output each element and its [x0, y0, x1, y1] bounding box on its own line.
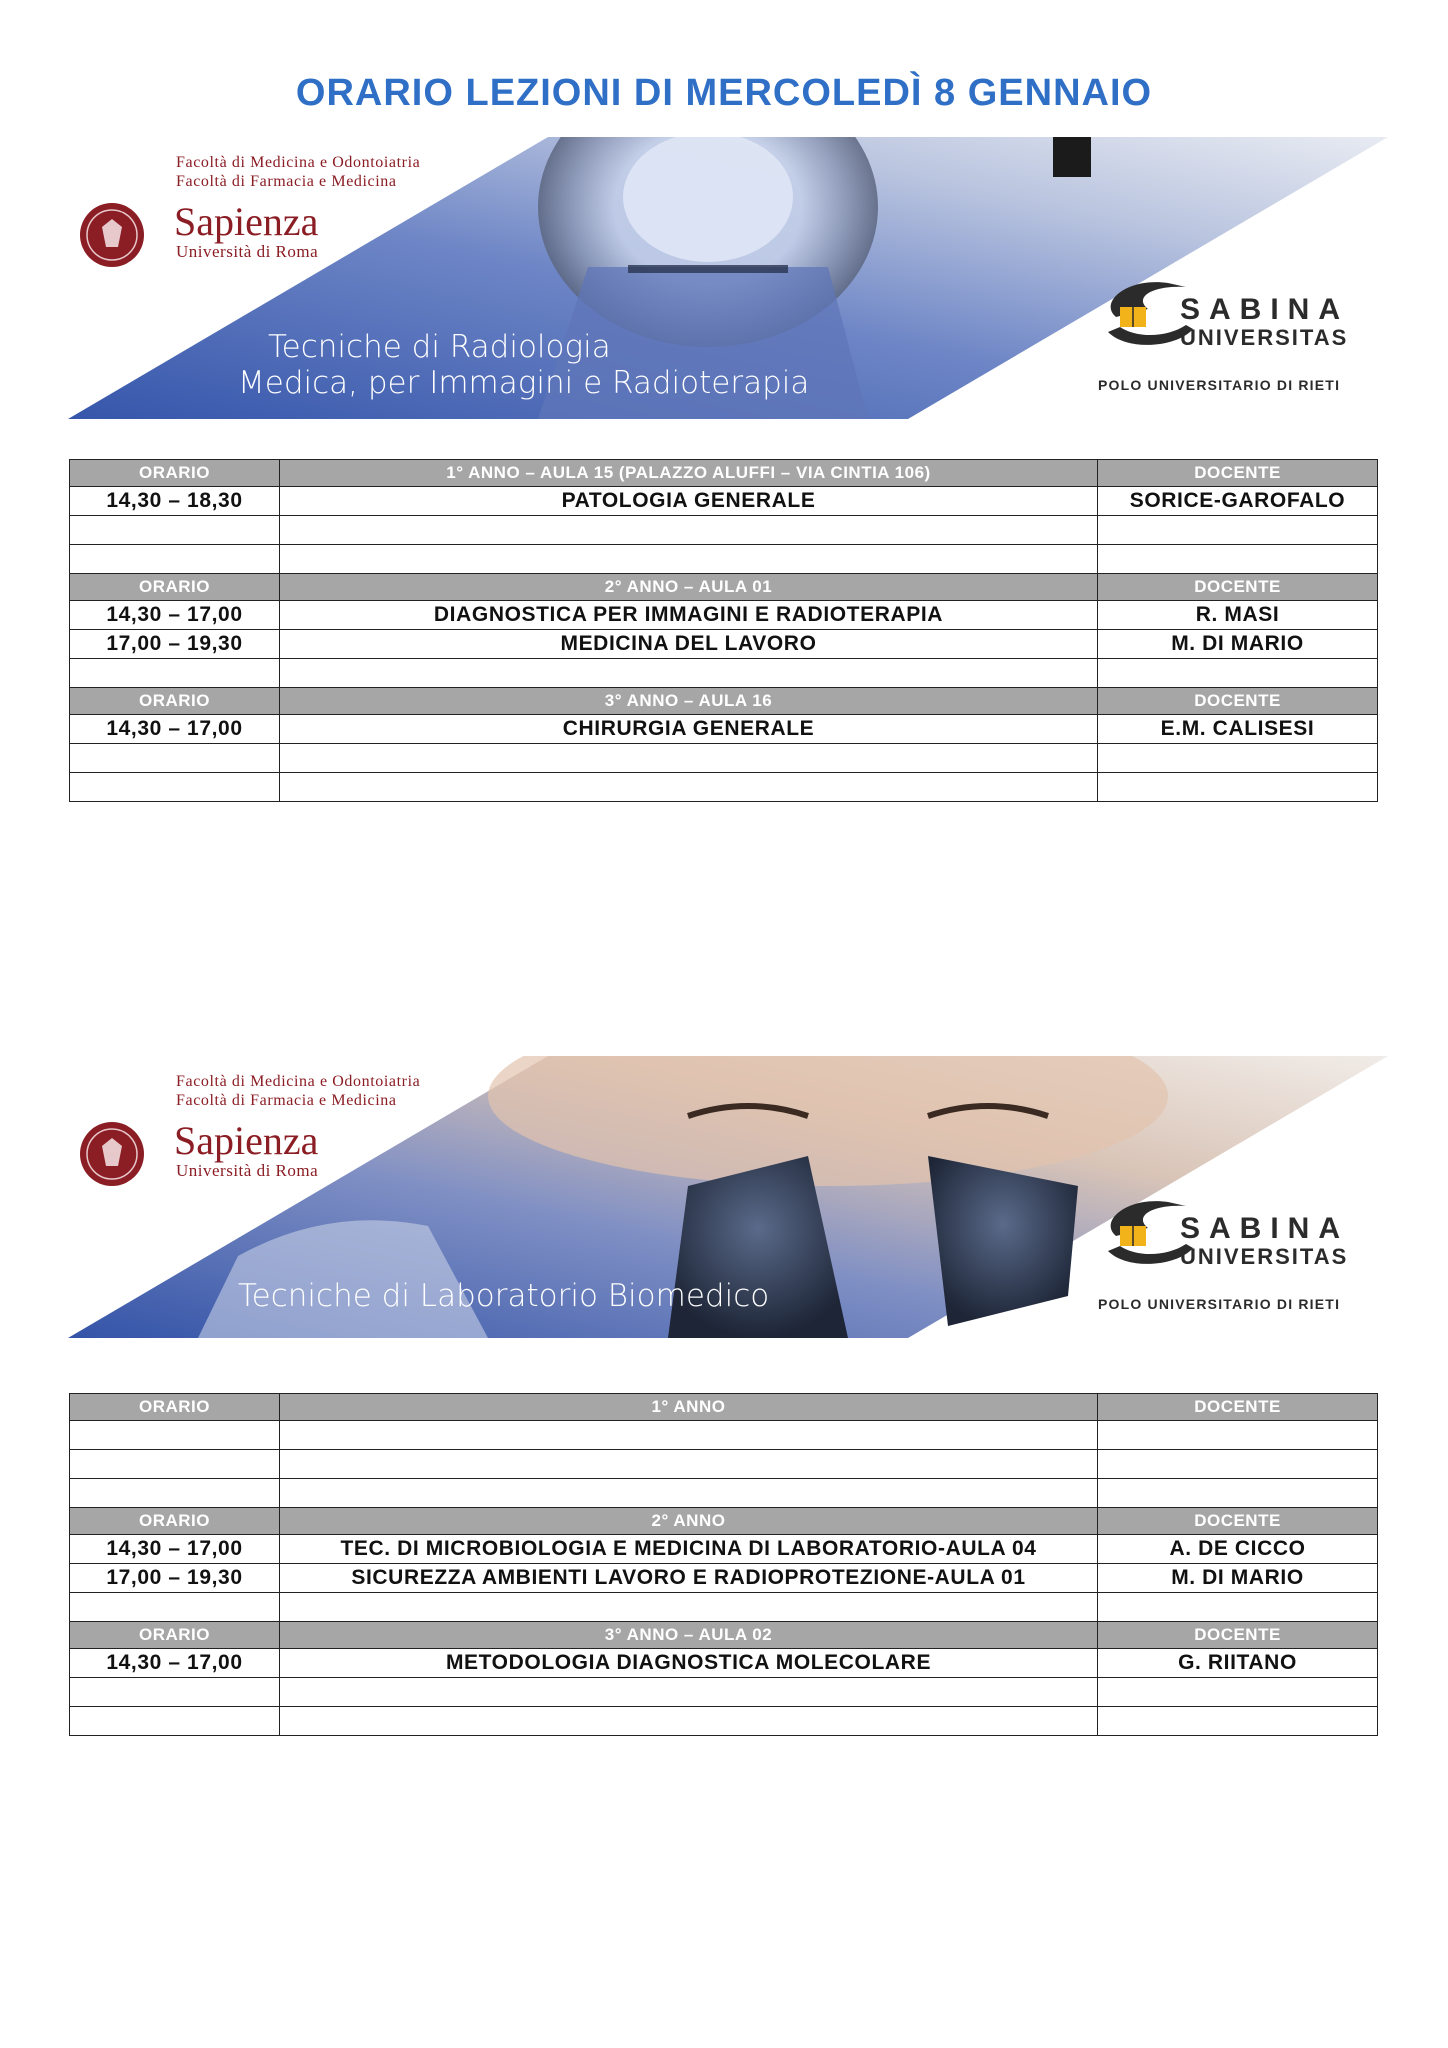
table-header-row [70, 460, 1378, 487]
table-header-row [70, 574, 1378, 601]
header-time: ORARIO [70, 460, 280, 487]
course-title-line-1: Tecniche di Radiologia [268, 329, 611, 365]
cell-teacher [1098, 516, 1378, 545]
cell-teacher [1098, 1678, 1378, 1707]
cell-teacher [1098, 744, 1378, 773]
table-row [70, 773, 1378, 802]
cell-teacher [1098, 1707, 1378, 1736]
partner-sub: UNIVERSITAS [1180, 325, 1349, 350]
table-row [70, 659, 1378, 688]
cell-subject [280, 773, 1098, 802]
cell-time: 17,00 – 19,30 [70, 630, 280, 659]
banner-laboratorio [68, 1056, 1388, 1338]
cell-teacher: G. RIITANO [1098, 1649, 1378, 1678]
cell-subject [280, 545, 1098, 574]
cell-time [70, 1421, 280, 1450]
table-row [70, 1593, 1378, 1622]
cell-subject: CHIRURGIA GENERALE [280, 715, 1098, 744]
cell-subject: DIAGNOSTICA PER IMMAGINI E RADIOTERAPIA [280, 601, 1098, 630]
cell-time [70, 1450, 280, 1479]
cell-teacher: R. MASI [1098, 601, 1378, 630]
faculty-line-2: Facoltà di Farmacia e Medicina [176, 1092, 397, 1109]
cell-subject: MEDICINA DEL LAVORO [280, 630, 1098, 659]
cell-time [70, 1593, 280, 1622]
header-time: ORARIO [70, 1622, 280, 1649]
cell-time [70, 545, 280, 574]
sabina-logo [1098, 282, 1349, 393]
university-name: Sapienza [174, 1118, 319, 1163]
cell-teacher [1098, 1479, 1378, 1508]
partner-name: SABINA [1180, 293, 1350, 326]
table-header-row [70, 1394, 1378, 1421]
banner-radiologia [68, 137, 1388, 419]
partner-sub: UNIVERSITAS [1180, 1244, 1349, 1269]
header-teacher: DOCENTE [1098, 460, 1378, 487]
header-subject: 3° ANNO – AULA 16 [280, 688, 1098, 715]
university-sub: Università di Roma [176, 242, 319, 261]
cell-subject [280, 516, 1098, 545]
table-row [70, 1535, 1378, 1564]
cell-subject [280, 1593, 1098, 1622]
cell-time [70, 1479, 280, 1508]
cell-teacher: A. DE CICCO [1098, 1535, 1378, 1564]
header-time: ORARIO [70, 688, 280, 715]
cell-time [70, 773, 280, 802]
cell-subject [280, 1707, 1098, 1736]
cell-subject [280, 659, 1098, 688]
cell-subject: TEC. DI MICROBIOLOGIA E MEDICINA DI LABORATORIO-AULA 04 [280, 1535, 1098, 1564]
page-title: ORARIO LEZIONI DI MERCOLEDÌ 8 GENNAIO [295, 72, 1153, 114]
university-sub: Università di Roma [176, 1161, 319, 1180]
table-row [70, 630, 1378, 659]
faculty-line-1: Facoltà di Medicina e Odontoiatria [176, 154, 421, 171]
partner-tagline: POLO UNIVERSITARIO DI RIETI [1098, 1296, 1341, 1312]
course-title-line-1: Tecniche di Laboratorio Biomedico [238, 1278, 770, 1314]
header-teacher: DOCENTE [1098, 1508, 1378, 1535]
cell-teacher: M. DI MARIO [1098, 1564, 1378, 1593]
table-row [70, 1479, 1378, 1508]
table-row [70, 715, 1378, 744]
cell-teacher [1098, 1593, 1378, 1622]
header-teacher: DOCENTE [1098, 688, 1378, 715]
cell-subject [280, 1479, 1098, 1508]
cell-teacher [1098, 1421, 1378, 1450]
cell-time [70, 516, 280, 545]
banner-graphic [68, 1056, 1388, 1338]
header-subject: 1° ANNO – AULA 15 (PALAZZO ALUFFI – VIA CINTIA 106) [280, 460, 1098, 487]
table-row [70, 487, 1378, 516]
header-time: ORARIO [70, 574, 280, 601]
header-teacher: DOCENTE [1098, 1622, 1378, 1649]
header-teacher: DOCENTE [1098, 1394, 1378, 1421]
table-row [70, 744, 1378, 773]
cell-subject: METODOLOGIA DIAGNOSTICA MOLECOLARE [280, 1649, 1098, 1678]
sabina-logo [1098, 1201, 1349, 1312]
header-subject: 2° ANNO – AULA 01 [280, 574, 1098, 601]
cell-time: 14,30 – 17,00 [70, 1535, 280, 1564]
cell-teacher: M. DI MARIO [1098, 630, 1378, 659]
table-row [70, 1707, 1378, 1736]
cell-time: 14,30 – 17,00 [70, 1649, 280, 1678]
cell-time [70, 1707, 280, 1736]
schedule-table-laboratorio [69, 1393, 1378, 1736]
cell-time [70, 744, 280, 773]
cell-time: 14,30 – 18,30 [70, 487, 280, 516]
cell-subject [280, 1450, 1098, 1479]
partner-name: SABINA [1180, 1212, 1350, 1245]
table-row [70, 601, 1378, 630]
cell-teacher [1098, 659, 1378, 688]
cell-teacher [1098, 545, 1378, 574]
university-name: Sapienza [174, 199, 319, 244]
cell-time: 14,30 – 17,00 [70, 601, 280, 630]
table-header-row [70, 688, 1378, 715]
table-row [70, 1450, 1378, 1479]
header-time: ORARIO [70, 1508, 280, 1535]
table-row [70, 516, 1378, 545]
cell-teacher: E.M. CALISESI [1098, 715, 1378, 744]
cell-subject: PATOLOGIA GENERALE [280, 487, 1098, 516]
faculty-line-1: Facoltà di Medicina e Odontoiatria [176, 1073, 421, 1090]
cell-time [70, 1678, 280, 1707]
table-header-row [70, 1622, 1378, 1649]
course-title-line-2: Medica, per Immagini e Radioterapia [238, 365, 810, 401]
banner-graphic [68, 137, 1388, 419]
cell-subject: SICUREZZA AMBIENTI LAVORO E RADIOPROTEZIONE-AULA 01 [280, 1564, 1098, 1593]
table-row [70, 1421, 1378, 1450]
table-header-row [70, 1508, 1378, 1535]
schedule-table-radiologia [69, 459, 1378, 802]
table-row [70, 1649, 1378, 1678]
cell-teacher: SORICE-GAROFALO [1098, 487, 1378, 516]
header-subject: 1° ANNO [280, 1394, 1098, 1421]
cell-time [70, 659, 280, 688]
table-row [70, 1678, 1378, 1707]
cell-time: 14,30 – 17,00 [70, 715, 280, 744]
cell-subject [280, 744, 1098, 773]
header-subject: 3° ANNO – AULA 02 [280, 1622, 1098, 1649]
header-subject: 2° ANNO [280, 1508, 1098, 1535]
header-time: ORARIO [70, 1394, 280, 1421]
cell-time: 17,00 – 19,30 [70, 1564, 280, 1593]
faculty-line-2: Facoltà di Farmacia e Medicina [176, 173, 397, 190]
cell-teacher [1098, 773, 1378, 802]
partner-tagline: POLO UNIVERSITARIO DI RIETI [1098, 377, 1341, 393]
cell-subject [280, 1678, 1098, 1707]
header-teacher: DOCENTE [1098, 574, 1378, 601]
cell-teacher [1098, 1450, 1378, 1479]
cell-subject [280, 1421, 1098, 1450]
table-row [70, 545, 1378, 574]
table-row [70, 1564, 1378, 1593]
